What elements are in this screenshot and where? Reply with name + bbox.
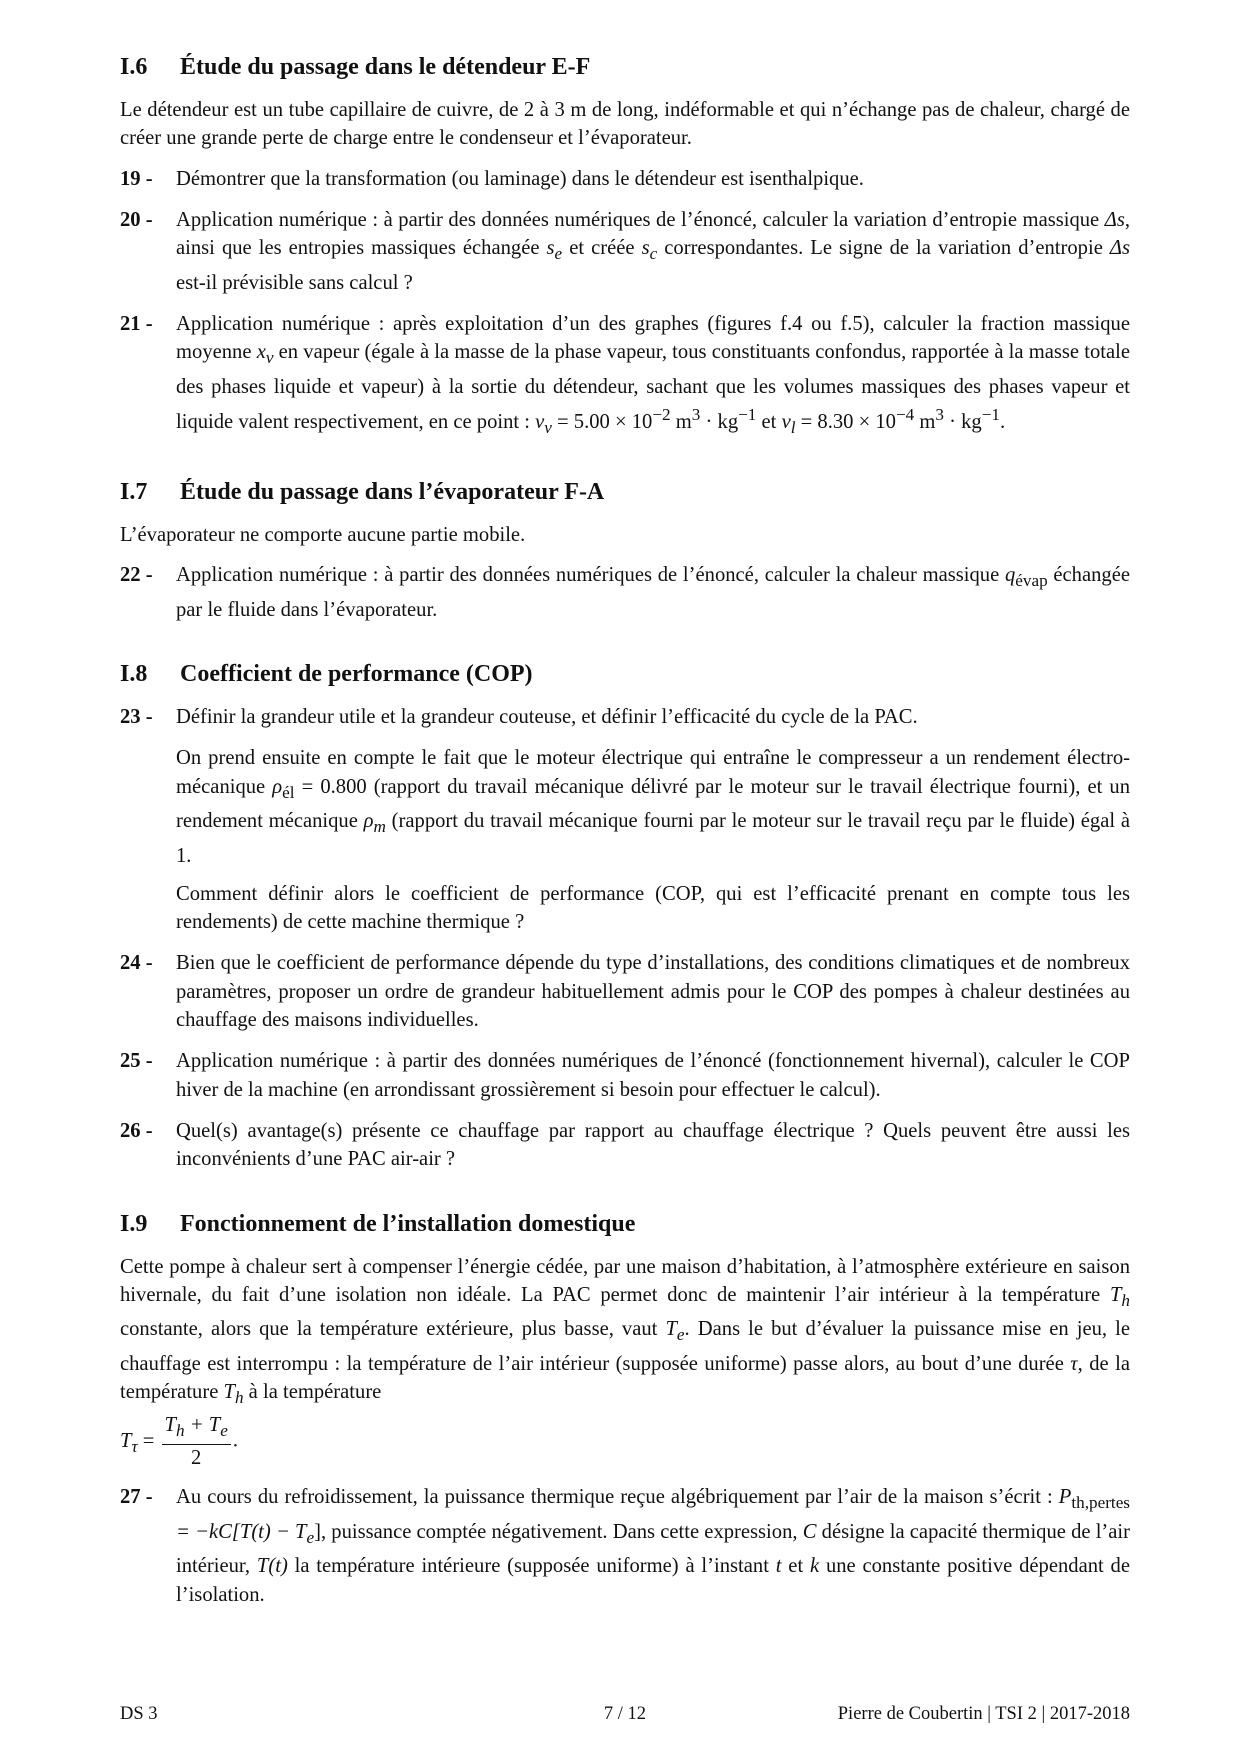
math-t-tau: $T_\tau$ =: [120, 1429, 160, 1456]
section-title: Étude du passage dans le détendeur E-F: [180, 54, 591, 80]
page-content: [120, 52, 1130, 1622]
footer-exam-label: DS 3: [120, 1704, 158, 1724]
question-27: [120, 1483, 1130, 1608]
question-text: Application numérique : à partir des données numériques de l’énoncé (fonctionnement hivernal), calculer le COP hiver de la machine (en arrondissant grossièrement si besoin pour effectuer le calcul).: [176, 1050, 1130, 1101]
question-23-paragraph-2: On prend ensuite en compte le fait que le moteur électrique qui entraîne le compresseur a un rendement électro-mécanique $\rho_{él} = 0.800$ (rapport du travail mécanique délivré par le moteur sur le travail électrique fourni), et un rendement mécanique $\rho_m$ (rapport du travail mécanique fourni par le moteur sur le travail reçu par le fluide) égal à 1.: [176, 747, 1130, 867]
section-heading-i8: [120, 659, 1130, 689]
section-heading-i7: [120, 477, 1130, 507]
question-text: Bien que le coefficient de performance dépende du type d’installations, des conditions climatiques et de nombreux paramètres, proposer un ordre de grandeur habituellement admis pour le COP des pompes à chaleur destinées au chauffage des maisons individuelles.: [176, 952, 1130, 1032]
section-intro-i7: L’évaporateur ne comporte aucune partie mobile.: [120, 524, 526, 547]
question-number: 27 -: [120, 1486, 153, 1509]
section-title: Étude du passage dans l’évaporateur F-A: [180, 479, 605, 506]
question-23: [120, 703, 1130, 731]
question-text: Application numérique : à partir des données numériques de l’énoncé, calculer la chaleur massique $q_{évap}$ échangée par le fluide dans l’évaporateur.: [176, 564, 1130, 621]
section-number: I.7: [120, 479, 148, 506]
section-intro-i6: Le détendeur est un tube capillaire de cuivre, de 2 à 3 m de long, indéformable et qui n’échange pas de chaleur, chargé de créer une grande perte de charge entre le condenseur et l’évaporateur.: [120, 99, 1130, 150]
question-text: Application numérique : après exploitation d’un des graphes (figures f.4 ou f.5), calculer la fraction massique moyenne $x_v$ en vapeur (égale à la masse de la phase vapeur, tous constituants confondus, rapportée à la masse totale des phases liquide et vapeur) à la sortie du détendeur, sachant que les volumes massiques des phases vapeur et liquide valent respectivement, en ce point : $v_v = 5.00 \times 10^{-2}$ $m^3 \cdot kg^{-1}$ et $v_l = 8.30 \times 10^{-4}$ $m^3 \cdot kg^{-1}$.: [176, 312, 1130, 437]
question-number: 25 -: [120, 1050, 153, 1073]
section-title: Fonctionnement de l’installation domestique: [180, 1210, 636, 1237]
question-number: 19 -: [120, 167, 153, 190]
section-intro-i9: Cette pompe à chaleur sert à compenser l’énergie cédée, par une maison d’habitation, à l’atmosphère extérieure en saison hivernale, du fait d’une isolation non idéale. La PAC permet donc de maintenir l’air intérieur à la température $T_h$ constante, alors que la température extérieure, plus basse, vaut $T_e$. Dans le but d’évaluer la puissance mise en jeu, le chauffage est interrompu : la température de l’air intérieur (supposée uniforme) passe alors, au bout d’une durée τ, de la température $T_h$ à la température $T_\tau$ = $\frac{T_h + T_e}{2}$ .: [120, 1255, 1131, 1470]
section-number: I.6: [120, 54, 148, 80]
question-number: 22 -: [120, 564, 153, 587]
question-25: [120, 1047, 1130, 1104]
math-vl: $v_l = 8.30 \times 10^{-4}$ $m^3 \cdot kg^{-1}$: [781, 404, 1000, 437]
fraction-mean-temperature: $\frac{T_h + T_e}{2}$: [162, 1412, 231, 1471]
math-vv: $v_v = 5.00 \times 10^{-2}$ $m^3 \cdot kg^{-1}$: [535, 404, 757, 437]
question-number: 21 -: [120, 312, 153, 335]
section-number: I.8: [120, 661, 148, 688]
question-23-paragraph-3: Comment définir alors le coefficient de performance (COP, qui est l’efficacité prenant en compte tous les rendements) de cette machine thermique ?: [176, 882, 1130, 934]
question-text: Démontrer que la transformation (ou laminage) dans le détendeur est isenthalpique.: [176, 167, 864, 190]
question-number: 24 -: [120, 952, 153, 975]
question-text: Application numérique : à partir des données numériques de l’énoncé, calculer la variation d’entropie massique Δs, ainsi que les entropies massiques échangée $s_e$ et créée $s_c$ correspondantes. Le signe de la variation d’entropie Δs est-il prévisible sans calcul ?: [176, 208, 1130, 294]
question-19: [120, 165, 1130, 193]
section-number: I.9: [120, 1210, 148, 1237]
question-number: 23 -: [120, 706, 153, 729]
question-text: Définir la grandeur utile et la grandeur couteuse, et définir l’efficacité du cycle de la PAC.: [176, 706, 918, 729]
question-text: Au cours du refroidissement, la puissance thermique reçue algébriquement par l’air de la maison s’écrit : $P_{th,pertes} = -kC[T(t) - T_e]$, puissance comptée négativement. Dans cette expression, C désigne la capacité thermique de l’air intérieur, T(t) la température intérieure (supposée uniforme) à l’instant t et k une constante positive dépendant de l’isolation.: [176, 1486, 1131, 1606]
question-24: [120, 949, 1130, 1034]
section-title: Coefficient de performance (COP): [180, 661, 533, 688]
question-text: Quel(s) avantage(s) présente ce chauffage par rapport au chauffage électrique ? Quels peuvent être aussi les inconvénients d’une PAC air-air ?: [176, 1119, 1130, 1171]
question-number: 26 -: [120, 1119, 153, 1142]
section-heading-i6: [120, 52, 1130, 82]
question-26: [120, 1117, 1130, 1174]
math-delta-s: Δs: [1104, 208, 1125, 231]
footer-school-info: Pierre de Coubertin | TSI 2 | 2017-2018: [837, 1704, 1130, 1724]
footer-page-number: 7 / 12: [603, 1704, 647, 1724]
question-21: [120, 310, 1130, 442]
question-20: [120, 206, 1130, 297]
section-heading-i9: [120, 1209, 1130, 1239]
question-number: 20 -: [120, 208, 153, 231]
question-22: [120, 561, 1130, 624]
